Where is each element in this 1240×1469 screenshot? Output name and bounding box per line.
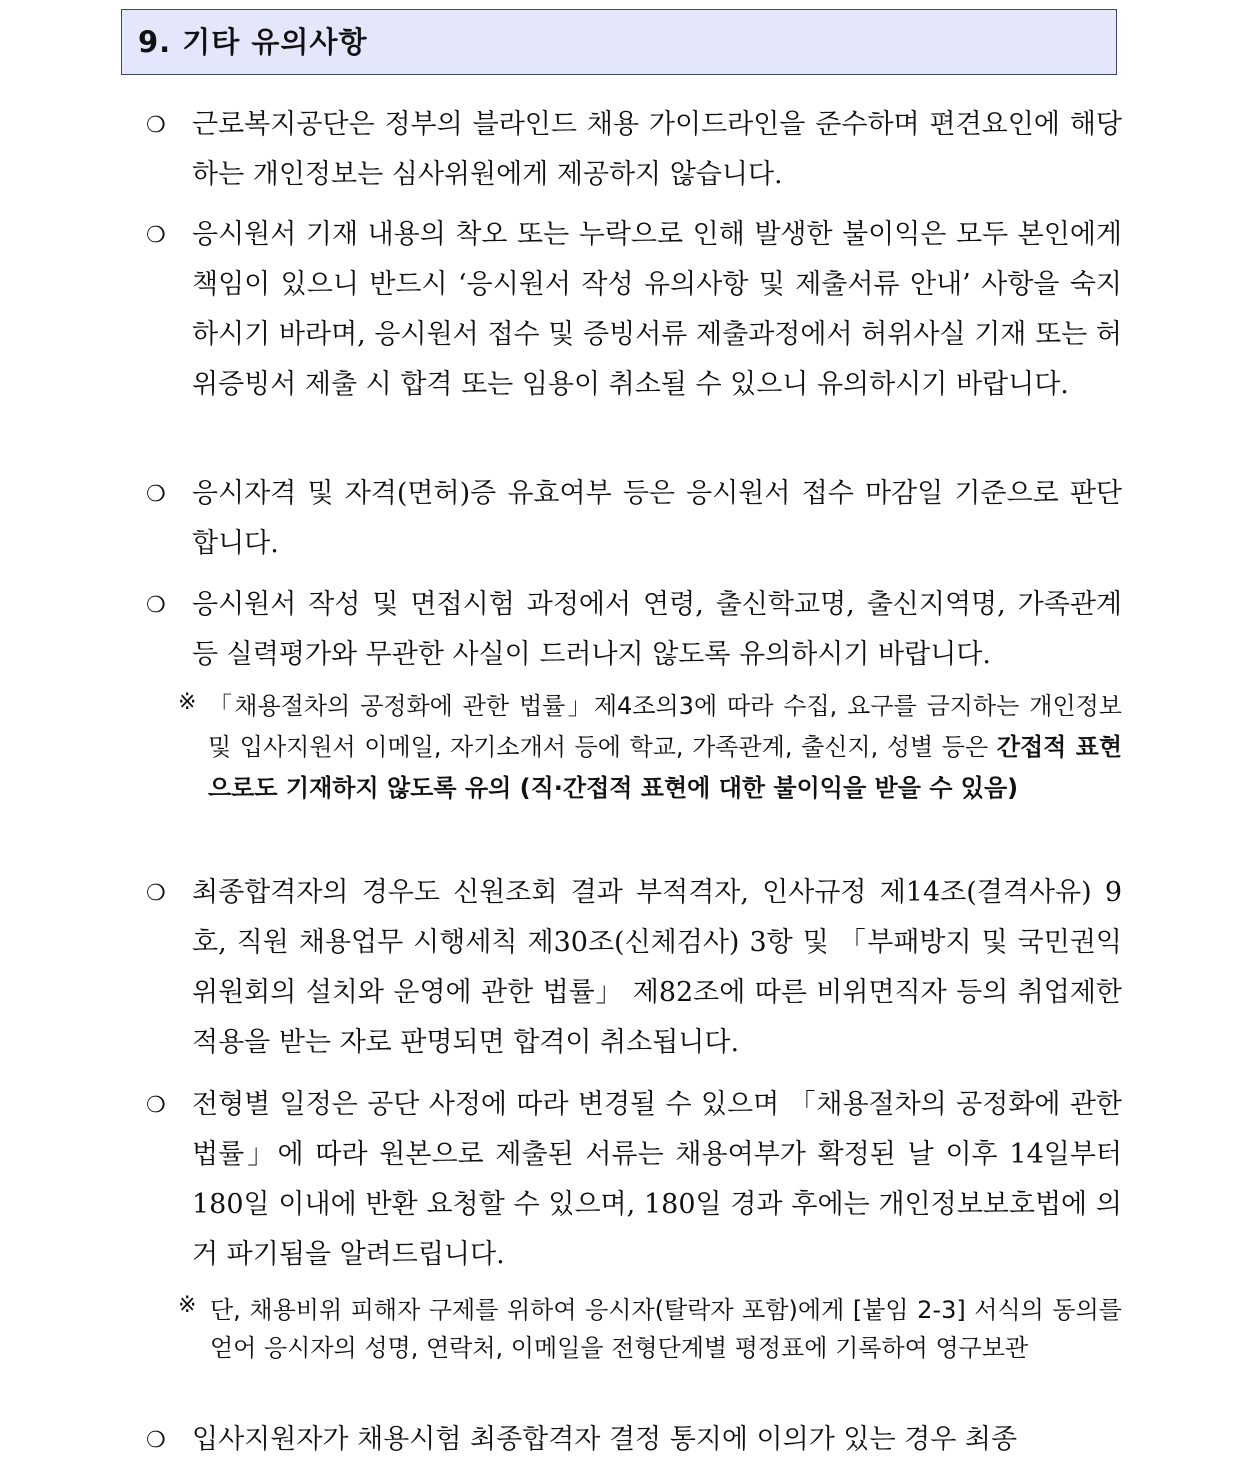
note-text: 단, 채용비위 피해자 구제를 위하여 응시자(탈락자 포함)에게 [붙임 2-3] 서식의 동의를 얻어 응시자의 성명, 연락처, 이메일을 전형단계별 평정표에 기록하여 영구보관 xyxy=(210,1296,1122,1362)
bullet-icon: ❍ xyxy=(146,1093,166,1118)
bullet-icon: ❍ xyxy=(146,223,166,248)
list-item xyxy=(146,100,1122,200)
list-item xyxy=(146,1080,1122,1280)
bullet-icon: ❍ xyxy=(146,1428,166,1453)
item-text: 응시원서 기재 내용의 착오 또는 누락으로 인해 발생한 불이익은 모두 본인에게 책임이 있으니 반드시 ‘응시원서 작성 유의사항 및 제출서류 안내’ 사항을 숙지하시기 바라며, 응시원서 접수 및 증빙서류 제출과정에서 허위사실 기재 또는 허위증빙서 제출 시 합격 또는 임용이 취소될 수 있으니 유의하시기 바랍니다. xyxy=(192,219,1122,400)
section-title: 9. 기타 유의사항 xyxy=(121,9,1117,75)
item-text: 전형별 일정은 공단 사정에 따라 변경될 수 있으며 「채용절차의 공정화에 관한 법률」에 따라 원본으로 제출된 서류는 채용여부가 확정된 날 이후 14일부터 180일 이내에 반환 요청할 수 있으며, 180일 경과 후에는 개인정보보호법에 의거 파기됨을 알려드립니다. xyxy=(192,1089,1122,1270)
item-text: 최종합격자의 경우도 신원조회 결과 부적격자, 인사규정 제14조(결격사유) 9호, 직원 채용업무 시행세칙 제30조(신체검사) 3항 및 「부패방지 및 국민권익위원회의 설치와 운영에 관한 법률」 제82조에 따른 비위면직자 등의 취업제한 적용을 받는 자로 판명되면 합격이 취소됩니다. xyxy=(192,877,1122,1058)
note-mark-icon: ※ xyxy=(178,690,197,715)
bullet-icon: ❍ xyxy=(146,113,166,138)
list-item xyxy=(146,1415,1122,1465)
note-fairness-law xyxy=(178,686,1122,809)
bullet-icon: ❍ xyxy=(146,593,166,618)
item-text: 입사지원자가 채용시험 최종합격자 결정 통지에 이의가 있는 경우 최종 xyxy=(192,1424,1018,1455)
note-emphasis-text: 간접적 표현으로도 기재하지 않도록 유의 (직·간접적 표현에 대한 불이익을 받을 수 있음) xyxy=(208,733,1123,802)
list-item xyxy=(146,210,1122,410)
list-item xyxy=(146,469,1122,569)
list-item xyxy=(146,868,1122,1068)
item-text: 응시원서 작성 및 면접시험 과정에서 연령, 출신학교명, 출신지역명, 가족관계 등 실력평가와 무관한 사실이 드러나지 않도록 유의하시기 바랍니다. xyxy=(192,589,1122,670)
note-text xyxy=(208,686,1122,809)
note-victim-relief xyxy=(178,1291,1122,1367)
note-plain-text: 「채용절차의 공정화에 관한 법률」제4조의3에 따라 수집, 요구를 금지하는 개인정보 및 입사지원서 이메일, 자기소개서 등에 학교, 가족관계, 출신지, 성별 등은 xyxy=(208,692,1122,761)
bullet-icon: ❍ xyxy=(146,881,166,906)
item-text: 응시자격 및 자격(면허)증 유효여부 등은 응시원서 접수 마감일 기준으로 판단합니다. xyxy=(192,478,1122,559)
list-item xyxy=(146,580,1122,680)
note-mark-icon: ※ xyxy=(178,1293,197,1318)
bullet-icon: ❍ xyxy=(146,482,166,507)
item-text: 근로복지공단은 정부의 블라인드 채용 가이드라인을 준수하며 편견요인에 해당하는 개인정보는 심사위원에게 제공하지 않습니다. xyxy=(192,109,1122,190)
